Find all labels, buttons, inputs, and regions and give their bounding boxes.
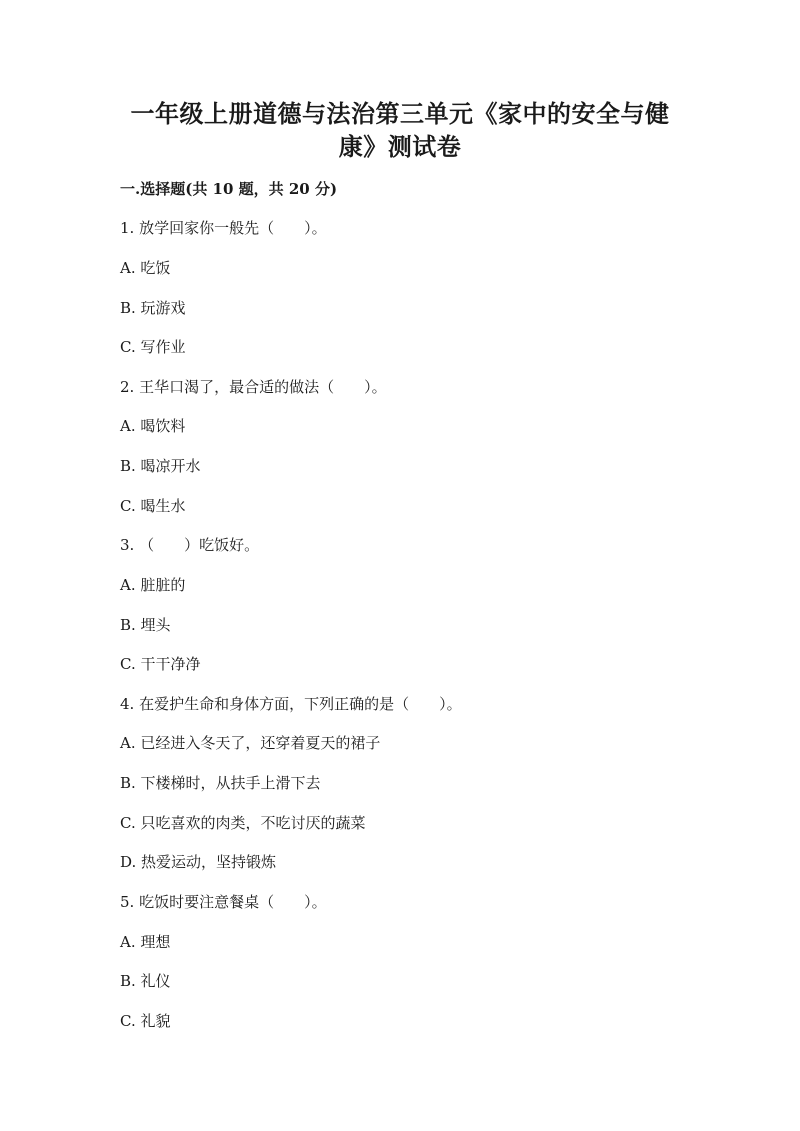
option: A. 喝饮料 xyxy=(120,417,186,435)
option: B. 埋头 xyxy=(120,616,171,634)
option: B. 下楼梯时，从扶手上滑下去 xyxy=(120,774,321,792)
option: C. 喝生水 xyxy=(120,497,186,515)
question-stem: 1. 放学回家你一般先（ ）。 xyxy=(120,219,327,237)
option: A. 理想 xyxy=(120,933,171,951)
option: C. 只吃喜欢的肉类，不吃讨厌的蔬菜 xyxy=(120,814,366,832)
option: C. 写作业 xyxy=(120,338,186,356)
question-stem: 4. 在爱护生命和身体方面，下列正确的是（ ）。 xyxy=(120,695,462,713)
question-stem: 5. 吃饭时要注意餐桌（ ）。 xyxy=(120,893,327,911)
option: B. 玩游戏 xyxy=(120,299,186,317)
option: B. 礼仪 xyxy=(120,972,171,990)
question-stem: 3. （ ）吃饭好。 xyxy=(120,536,260,554)
option: D. 热爱运动，坚持锻炼 xyxy=(120,853,277,871)
option: A. 脏脏的 xyxy=(120,576,186,594)
section-heading: 一.选择题(共 10 题，共 20 分) xyxy=(120,180,338,198)
option: A. 吃饭 xyxy=(120,259,171,277)
option: B. 喝凉开水 xyxy=(120,457,201,475)
option: A. 已经进入冬天了，还穿着夏天的裙子 xyxy=(120,734,381,752)
page-title: 一年级上册道德与法治第三单元《家中的安全与健 xyxy=(130,99,670,128)
option: C. 礼貌 xyxy=(120,1012,171,1030)
question-stem: 2. 王华口渴了，最合适的做法（ ）。 xyxy=(120,378,387,396)
option: C. 干干净净 xyxy=(120,655,201,673)
page-title-continued: 康》测试卷 xyxy=(338,132,462,161)
